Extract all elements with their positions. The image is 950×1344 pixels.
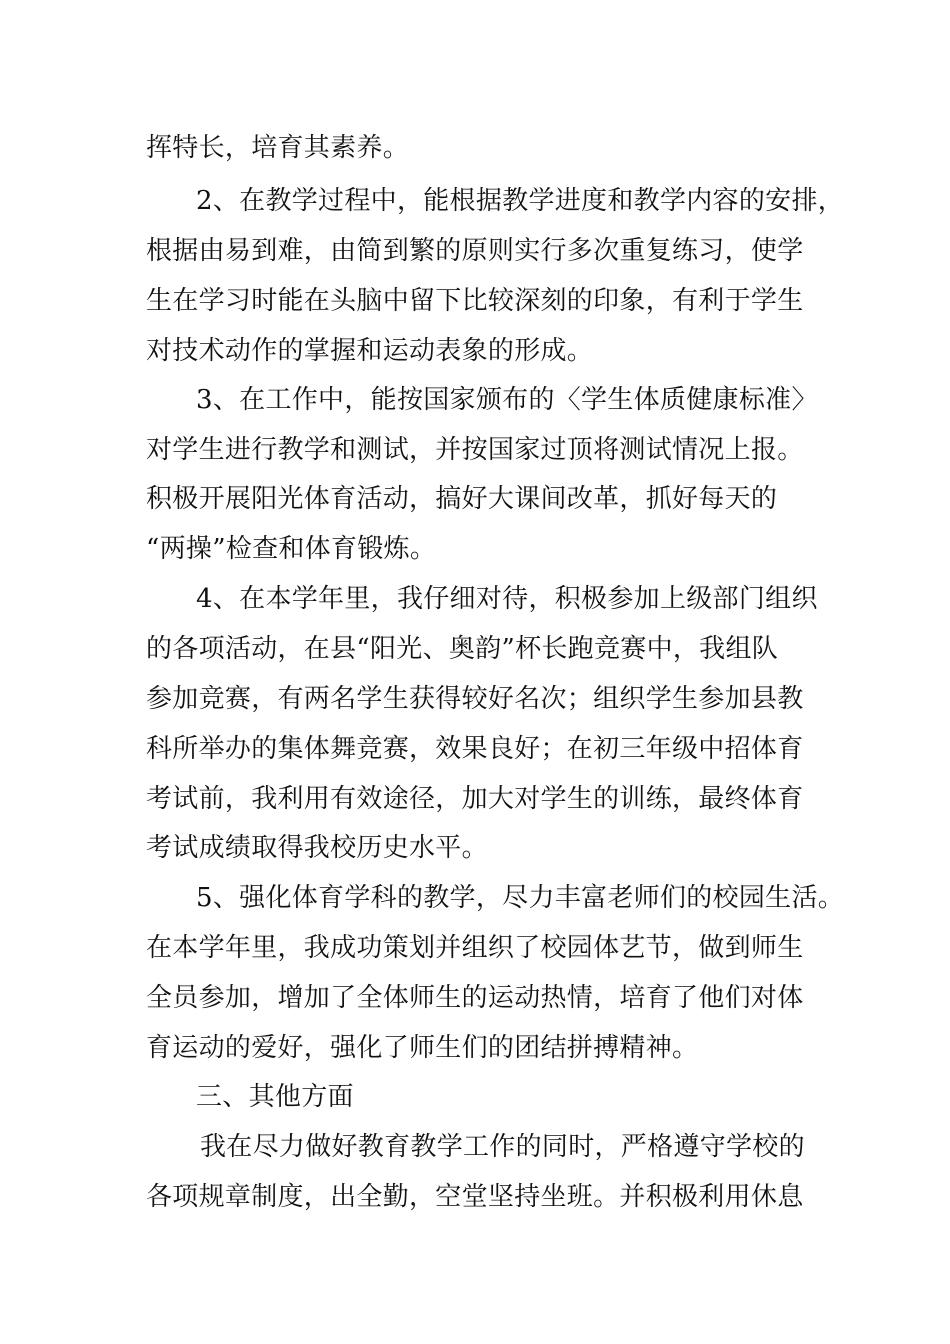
text-line: 我在尽力做好教育教学工作的同时，严格遵守学校的	[200, 1132, 805, 1162]
text-line: 科所举办的集体舞竞赛，效果良好；在初三年级中招体育	[146, 734, 804, 764]
text-line: 积极开展阳光体育活动，搞好大课间改革，抓好每天的	[146, 484, 778, 514]
text-line: 5、强化体育学科的教学，尽力丰富老师们的校园生活。	[196, 883, 845, 913]
text-line: 全员参加，增加了全体师生的运动热情，培育了他们对体	[146, 983, 804, 1013]
text-line: 的各项活动，在县“阳光、奥韵”杯长跑竞赛中，我组队	[146, 634, 779, 664]
text-line: 各项规章制度，出全勤，空堂坚持坐班。并积极利用休息	[146, 1182, 804, 1212]
text-line: 参加竞赛，有两名学生获得较好名次；组织学生参加县教	[146, 684, 804, 714]
text-line: 2、在教学过程中，能根据教学进度和教学内容的安排，	[196, 186, 845, 216]
text-line: 3、在工作中，能按国家颁布的〈学生体质健康标准〉	[196, 385, 818, 415]
text-line: 对学生进行教学和测试，并按国家过顶将测试情况上报。	[146, 435, 804, 465]
text-line: 生在学习时能在头脑中留下比较深刻的印象，有利于学生	[146, 286, 804, 316]
text-line: 在本学年里，我成功策划并组织了校园体艺节，做到师生	[146, 933, 804, 963]
text-line: 考试前，我利用有效途径，加大对学生的训练，最终体育	[146, 784, 804, 814]
text-line: “两操”检查和体育锻炼。	[146, 534, 437, 564]
text-line: 根据由易到难，由简到繁的原则实行多次重复练习，使学	[146, 236, 804, 266]
section-heading: 三、其他方面	[196, 1082, 354, 1112]
text-line: 考试成绩取得我校历史水平。	[146, 833, 488, 863]
text-line: 育运动的爱好，强化了师生们的团结拼搏精神。	[146, 1033, 699, 1063]
text-line: 对技术动作的掌握和运动表象的形成。	[146, 336, 594, 366]
text-line: 4、在本学年里，我仔细对待，积极参加上级部门组织	[196, 584, 818, 614]
text-line: 挥特长，培育其素养。	[146, 133, 410, 163]
